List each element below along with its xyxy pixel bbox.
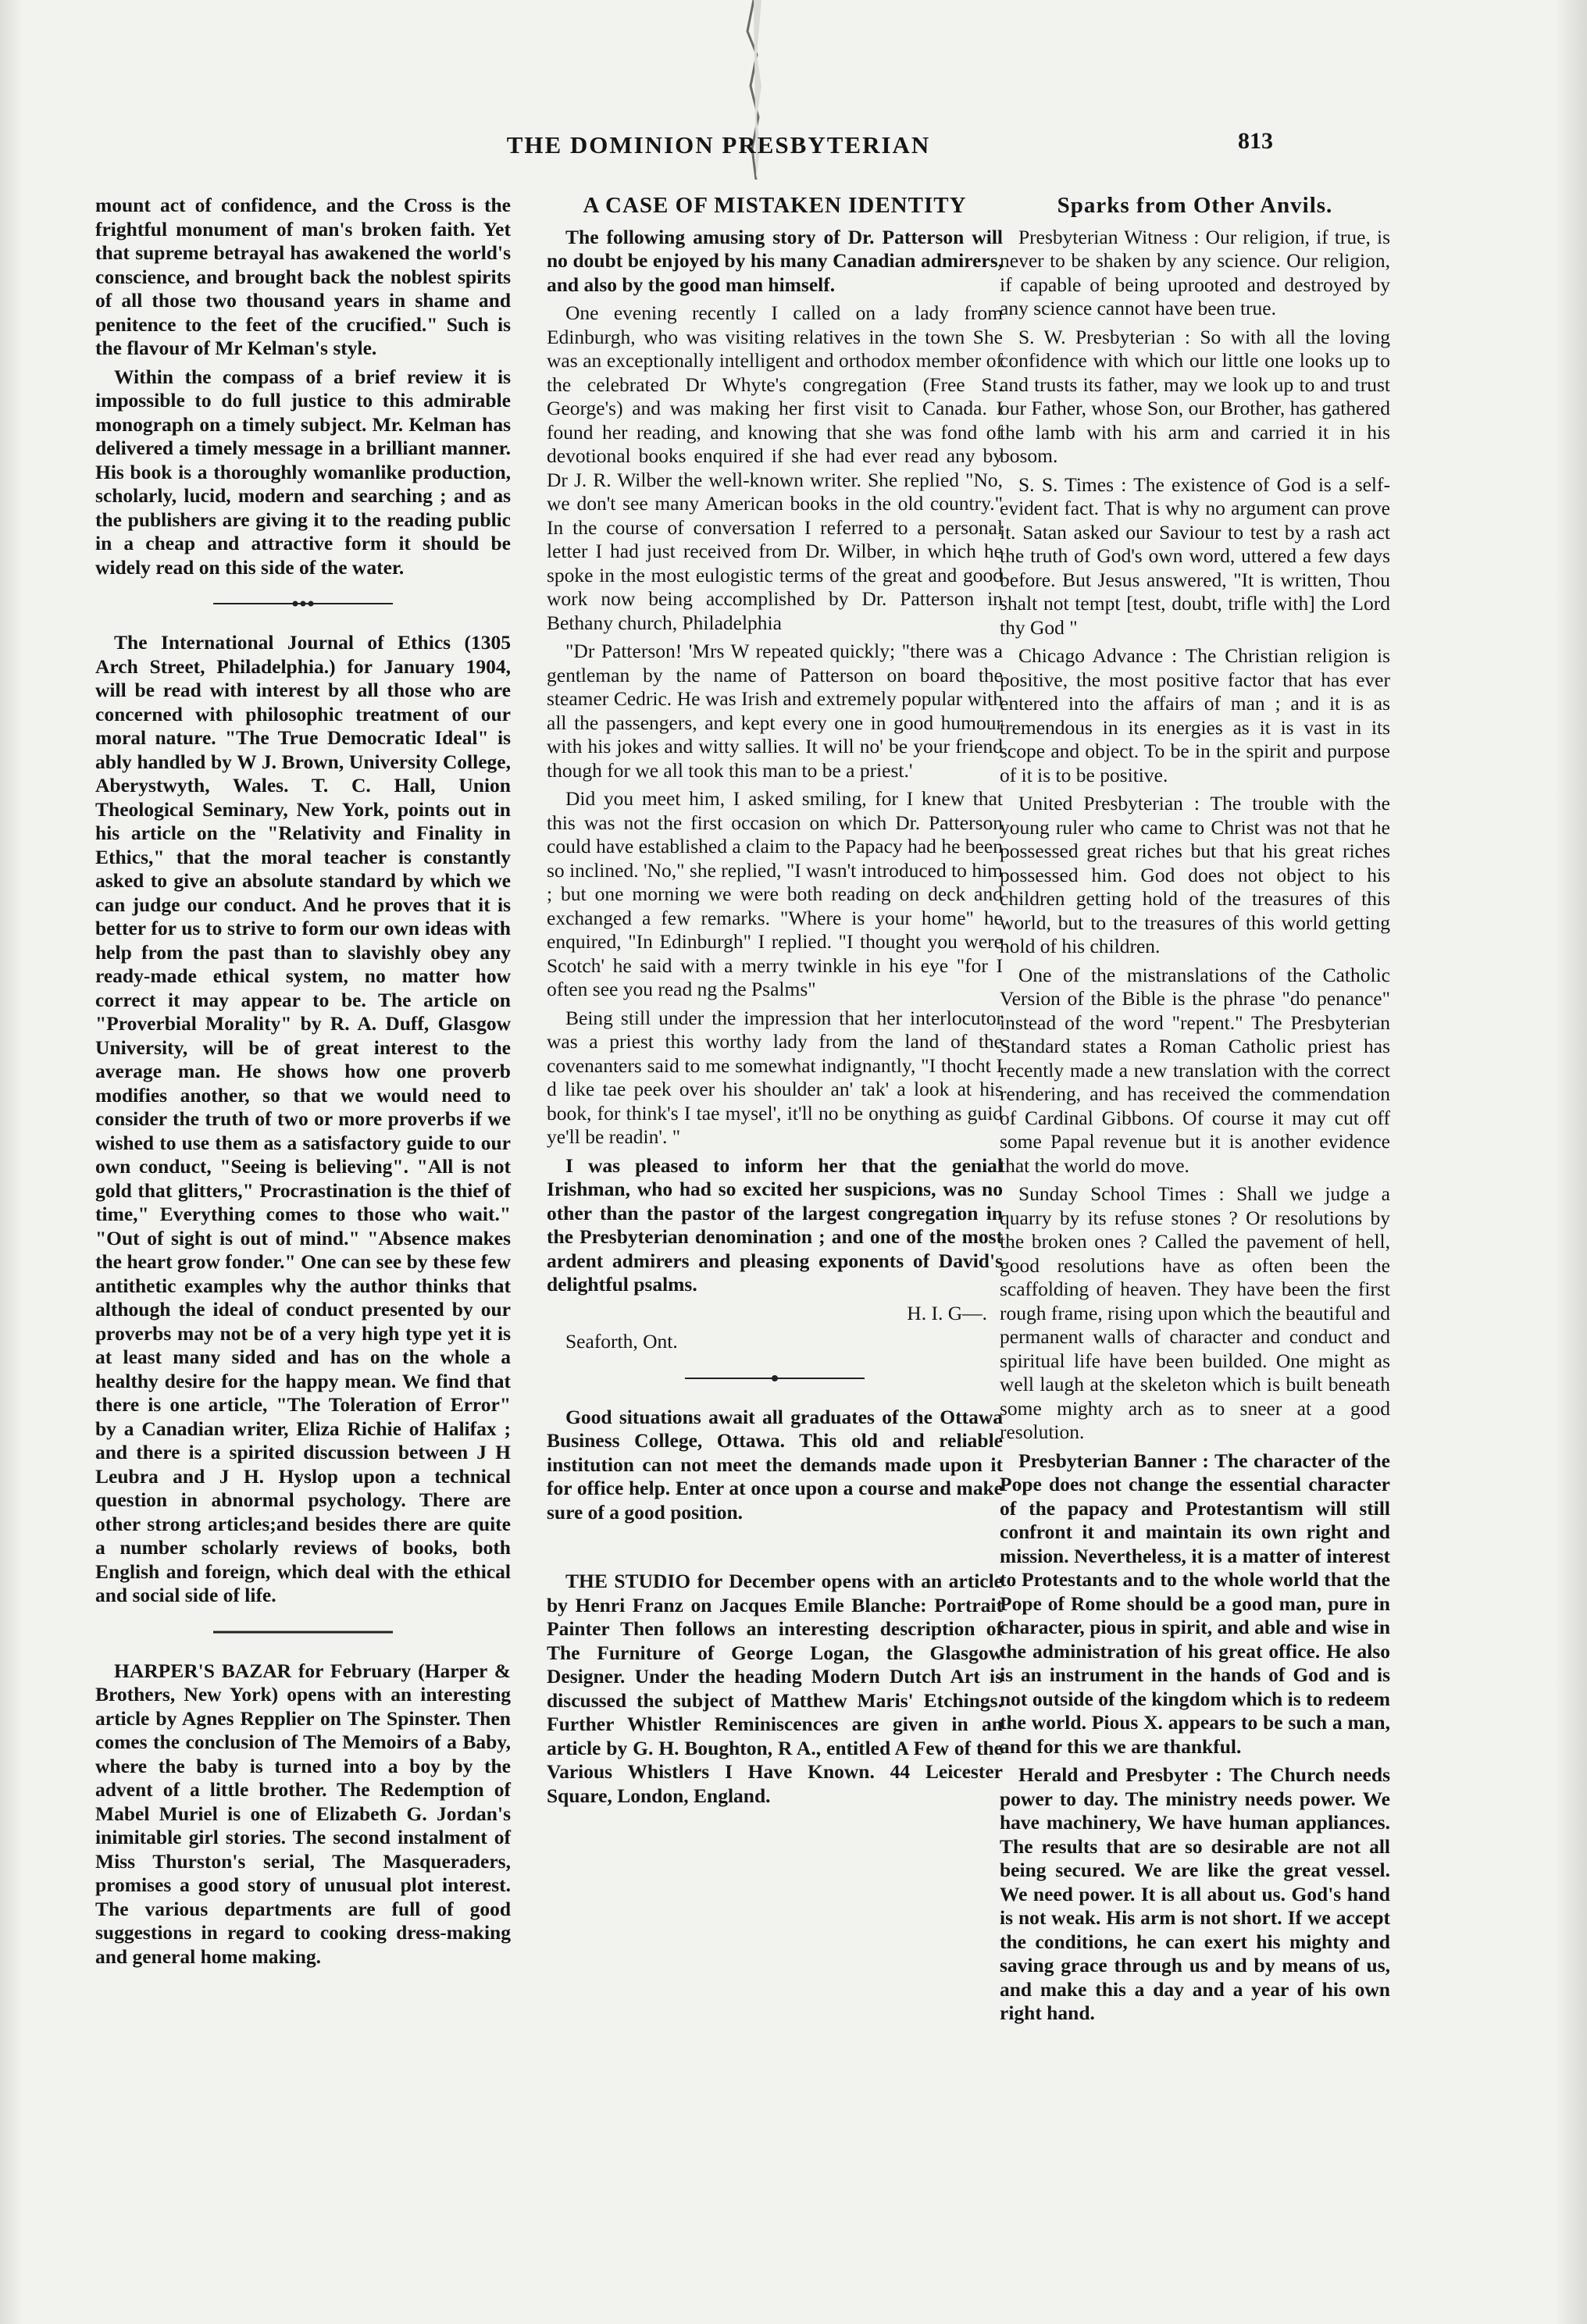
page-header bbox=[0, 128, 1587, 178]
section-divider bbox=[213, 600, 393, 608]
excerpt-presbyterian-banner: Presbyterian Banner : The character of the Pope does not change the essential character of the papacy and Protestantism will still confront it and maintain its own right and mission. Nevertheless, it is a matter of interest to Protestants and to the whole world that the Pope of Rome should be a good man, pure in character, pious in spirit, and able and wise in the administration of his great office. He also is an instrument in the hands of God and is not outside of the kingdom which is to redeem the world. Pious X. appears to be such a man, and for this we are thankful. bbox=[1000, 1449, 1390, 1758]
paragraph: One evening recently I called on a lady from Edinburgh, who was visiting relatives in the town She was an exceptionally intelligent and orthodox member of the celebrated Dr Whyte's congregation (Free St. George's) and was making her first visit to Canada. I found her reading, and knowing that she was fond of devotional books enquired if she had ever read any by Dr J. R. Wilber the well-known writer. She replied "No, we don't see many American books in the old country." In the course of conversation I referred to a personal letter I had just received from Dr. Wilber, in which he spoke in the most eulogistic terms of the great and good work now being accomplished by Dr. Patterson in Bethany church, Philadelphia bbox=[547, 301, 1003, 634]
journal-title: THE DOMINION PRESBYTERIAN bbox=[506, 131, 931, 159]
middle-column bbox=[547, 194, 1003, 1813]
studio-notice: THE STUDIO for December opens with an article by Henri Franz on Jacques Emile Blanche: Portrait Painter Then follows an interesting description of The Furniture of George Logan, the Glasgow Designer. Under the heading Modern Dutch Art is discussed the subject of Matthew Maris' Etchings. Further Whistler Reminiscences are given in an article by G. H. Boughton, R A., entitled A Few of the Various Whistlers I Have Known. 44 Leicester Square, London, England. bbox=[547, 1570, 1003, 1807]
page-number: 813 bbox=[1238, 128, 1273, 154]
excerpt-united-presbyterian: United Presbyterian : The trouble with the young ruler who came to Christ was not that he possessed great riches but that his great riches possessed him. God does not object to his children getting hold of the treasures of this world, but to the treasures of this world getting hold of his children. bbox=[1000, 792, 1390, 957]
excerpt-herald-and-presbyter: Herald and Presbyter : The Church needs power to day. The ministry needs power. We have machinery, We have human appliances. The results that are so desirable are not all being secured. We are like the great vessel. We need power. It is all about us. God's hand is not weak. His arm is not short. If we accept the conditions, he can exert his mighty and saving grace through us and by means of us, and make this a day and a year of his own right hand. bbox=[1000, 1763, 1390, 2024]
excerpt-mistranslations: One of the mistranslations of the Catholic Version of the Bible is the phrase "do penance" instead of the word "repent." The Presbyterian Standard states a Roman Catholic priest has recently made a new translation with the correct rendering, and has received the commendation of Cardinal Gibbons. Of course it may cut off some Papal revenue but it is another evidence that the world do move. bbox=[1000, 963, 1390, 1177]
ethics-journal-notice: The International Journal of Ethics (1305 Arch Street, Philadelphia.) for January 1904, will be read with interest by all those who are concerned with philosophic treatment of our moral nature. "The True Democratic Ideal" is ably handled by W J. Brown, University College, Aberystwyth, Wales. T. C. Hall, Union Theological Seminary, New York, points out in his article on the "Relativity and Finality in Ethics," that the moral teacher is constantly asked to give an absolute standard by which we can judge our conduct. And he proves that it is better for us to strive to form our own ideas with help from the past than to slavishly obey any ready-made ethical system, no matter how correct it may appear to be. The article on "Proverbial Morality" by R. A. Duff, Glasgow University, will be of great interest to the average man. He shows how one proverb modifies another, so that we would need to consider the truth of two or more proverbs if we wished to use them as a satisfactory guide to our own conduct, "Seeing is believing". "All is not gold that glitters," Procrastination is the thief of time," Everything comes to those who wait." "Out of sight is out of mind." "Absence makes the heart grow fonder." One can see by these few antithetic examples why the author thinks that although the ideal of conduct presented by our proverbs may not be of a very high type yet it is at least many sided and has on the whole a healthy desire for the happy mean. We find that there is one article, "The Toleration of Error" by a Canadian writer, Eliza Richie of Halifax ; and there is a spirited discussion between J H Leubra and J H. Hyslop upon a technical question in abnormal psychology. There are other strong articles;and besides there are quite a number scholarly reviews of books, both English and foreign, which deal with the ethical and social side of life. bbox=[95, 631, 511, 1606]
paragraph: I was pleased to inform her that the genial Irishman, who had so excited her suspicions, was no other than the pastor of the largest congregation in the Presbyterian denomination ; and one of the most ardent admirers and pleasing exponents of David's delightful psalms. bbox=[547, 1153, 1003, 1296]
excerpt-chicago-advance: Chicago Advance : The Christian religion is positive, the most positive factor that has ever entered into the affairs of man ; and it is as tremendous in its energies as it is vast in its scope and object. To be in the spirit and purpose of it is to be positive. bbox=[1000, 644, 1390, 786]
story-headline: A CASE OF MISTAKEN IDENTITY bbox=[583, 193, 967, 218]
story-signature: H. I. G—. bbox=[907, 1301, 987, 1324]
section-divider bbox=[213, 1628, 393, 1636]
kelman-review bbox=[95, 194, 511, 579]
paragraph: The following amusing story of Dr. Patterson will no doubt be enjoyed by his many Canadian admirers, and also by the good man himself. bbox=[547, 225, 1003, 296]
paragraph: Did you meet him, I asked smiling, for I knew that this was not the first occasion on which Dr. Patterson could have established a claim to the Papacy had he been so inclined. 'No," she replied, "I wasn't introduced to him ; but one morning we were both reading on deck and exchanged a few remarks. "Where is your home" he enquired, "In Edinburgh" I replied. "I thought you were Scotch' he said with a merry twinkle in his eye "for I often see you read ng the Psalms" bbox=[547, 787, 1003, 1000]
sparks-headline: Sparks from Other Anvils. bbox=[1057, 193, 1333, 218]
paragraph: Within the compass of a brief review it is impossible to do full justice to this admirable monograph on a timely subject. Mr. Kelman has delivered a timely message in a brilliant manner. His book is a thoroughly womanlike production, scholarly, lucid, modern and searching ; and as the publishers are giving it to the reading public in a cheap and attractive form it should be widely read on this side of the water. bbox=[95, 365, 511, 579]
business-college-notice: Good situations await all graduates of the Ottawa Business College, Ottawa. This old and reliable institution can not meet the demands made upon it for office help. Enter at once upon a course and make sure of a good position. bbox=[547, 1405, 1003, 1524]
excerpt-sw-presbyterian: S. W. Presbyterian : So with all the loving confidence with which our little one looks up to and trusts its father, may we look up to and trust our Father, whose Son, our Brother, has gathered the lamb with his arm and carried it in his bosom. bbox=[1000, 325, 1390, 467]
left-column bbox=[95, 194, 511, 1973]
excerpt-sunday-school-times: Sunday School Times : Shall we judge a quarry by its refuse stones ? Or resolutions by the broken ones ? Called the pavement of hell, good resolutions have as often been the scaffolding of heaven. They have been the first rough frame, rising upon which the beautiful and permanent walls of character and conduct and spiritual life have been builded. One might as well laugh at the skeleton which is built beneath some mighty arch as to sneer at a good resolution. bbox=[1000, 1182, 1390, 1443]
paragraph: "Dr Patterson! 'Mrs W repeated quickly; "there was a gentleman by the name of Patterson on board the steamer Cedric. He was Irish and extremely popular with all the passengers, and kept every one in good humour with his jokes and witty sallies. It will no' be your friend though for we all took this man to be a priest.' bbox=[547, 640, 1003, 782]
harpers-bazar-notice: HARPER'S BAZAR for February (Harper & Brothers, New York) opens with an interesting article by Agnes Repplier on The Spinster. Then comes the conclusion of The Memoirs of a Baby, where the baby is turned into a boy by the advent of a little brother. The Redemption of Mabel Muriel is one of Elizabeth G. Jordan's inimitable girl stories. The second instalment of Miss Thurston's serial, The Masqueraders, promises a good story of unusual plot interest. The various departments are full of good suggestions in regard to cooking dress-making and general home making. bbox=[95, 1659, 511, 1968]
spacer bbox=[547, 1529, 1003, 1570]
paragraph: mount act of confidence, and the Cross is the frightful monument of man's broken faith. Yet that supreme betrayal has awakened the world's conscience, and brought back the noblest spirits of all those two thousand years in shame and penitence to the feet of the crucified." Such is the flavour of Mr Kelman's style. bbox=[95, 194, 511, 359]
excerpt-presbyterian-witness: Presbyterian Witness : Our religion, if true, is never to be shaken by any science. Our religion, if capable of being uprooted and destroyed by any science cannot have been true. bbox=[1000, 225, 1390, 319]
story-body bbox=[547, 226, 1003, 1297]
excerpt-ss-times: S. S. Times : The existence of God is a self-evident fact. That is why no argument can prove it. Satan asked our Saviour to test by a rash act the truth of God's own word, uttered a few days before. But Jesus answered, "It is written, Thou shalt not tempt [test, doubt, trifle with] the Lord thy God " bbox=[1000, 472, 1390, 639]
paragraph: Being still under the impression that her interlocutor was a priest this worthy lady from the land of the covenanters said to me somewhat indignantly, "I thocht I d like tae peek over his shoulder an' tak' a look at his book, for think's I tae mysel', it'll no be onything as guid ye'll be readin'. " bbox=[547, 1006, 1003, 1148]
story-place: Seaforth, Ont. bbox=[565, 1330, 678, 1353]
right-column bbox=[1000, 194, 1390, 2030]
section-divider bbox=[685, 1374, 865, 1382]
